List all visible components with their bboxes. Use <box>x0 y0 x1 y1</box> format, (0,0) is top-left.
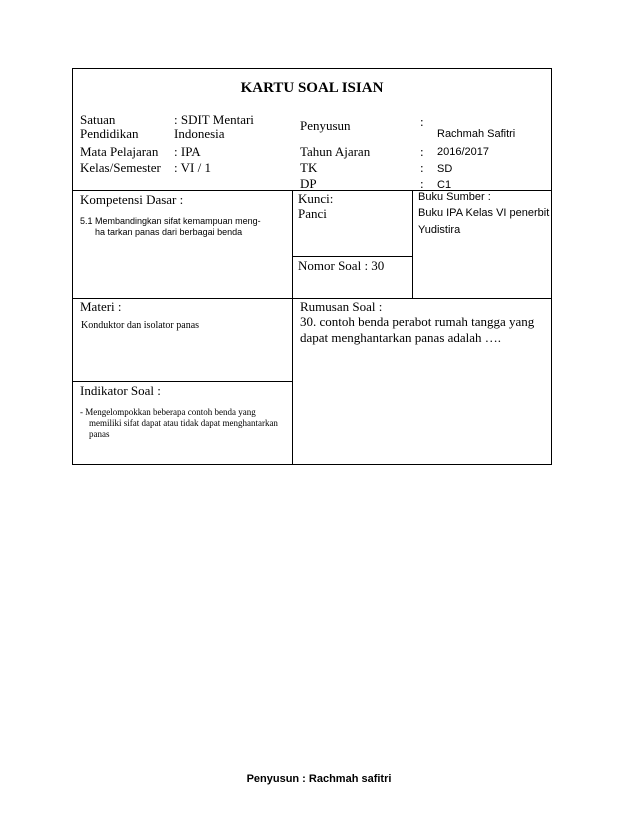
rumusan-label: Rumusan Soal : <box>300 299 383 314</box>
indikator-line-3: panas <box>89 429 110 439</box>
tk-colon: : <box>420 160 424 175</box>
card-title: KARTU SOAL ISIAN <box>240 80 384 96</box>
rumusan-line-1: 30. contoh benda perabot rumah tangga yang <box>300 314 535 329</box>
indikator-line-2: memiliki sifat dapat atau tidak dapat menghantarkan <box>89 418 278 428</box>
satuan-value-2: Indonesia <box>174 126 225 141</box>
tk-value: SD <box>437 163 453 175</box>
indikator-label: Indikator Soal : <box>80 383 161 398</box>
rumusan-line-2: dapat menghantarkan panas adalah …. <box>300 330 502 345</box>
tahun-label: Tahun Ajaran <box>300 144 371 159</box>
divider-kd-kunci <box>292 190 293 464</box>
penyusun-value: Rachmah Safitri <box>437 128 516 140</box>
buku-sumber-line-2: Yudistira <box>418 224 461 236</box>
divider-indikator <box>73 381 292 382</box>
tahun-value: 2016/2017 <box>437 146 489 158</box>
indikator-line-1: - Mengelompokkan beberapa contoh benda yang <box>80 407 256 417</box>
mapel-label: Mata Pelajaran <box>80 144 159 159</box>
dp-colon: : <box>420 176 424 191</box>
dp-value: C1 <box>437 179 452 191</box>
kompetensi-line-2: ha tarkan panas dari berbagai benda <box>95 227 243 237</box>
satuan-value-1: : SDIT Mentari <box>174 112 254 127</box>
kunci-value: Panci <box>298 206 327 221</box>
kelas-label: Kelas/Semester <box>80 160 161 175</box>
kelas-value: : VI / 1 <box>174 160 211 175</box>
buku-sumber-line-1: Buku IPA Kelas VI penerbit <box>418 207 550 219</box>
divider-kunci-buku <box>412 190 413 298</box>
dp-label: DP <box>300 176 317 191</box>
kompetensi-label: Kompetensi Dasar : <box>80 192 184 207</box>
question-card <box>72 68 552 465</box>
satuan-label-1: Satuan <box>80 112 116 127</box>
penyusun-label: Penyusun <box>300 118 351 133</box>
kunci-label: Kunci: <box>298 191 334 206</box>
satuan-label-2: Pendidikan <box>80 126 139 141</box>
buku-sumber-label: Buku Sumber : <box>418 191 491 203</box>
materi-value: Konduktor dan isolator panas <box>81 320 200 331</box>
nomor-soal: Nomor Soal : 30 <box>298 258 385 273</box>
penyusun-colon: : <box>420 114 424 129</box>
materi-label: Materi : <box>80 299 122 314</box>
mapel-value: : IPA <box>174 144 201 159</box>
tahun-colon: : <box>420 144 424 159</box>
divider-nomor-top <box>292 256 412 257</box>
tk-label: TK <box>300 160 318 175</box>
kompetensi-line-1: 5.1 Membandingkan sifat kemampuan meng- <box>80 216 261 226</box>
footer-author: Penyusun : Rachmah safitri <box>246 773 392 785</box>
